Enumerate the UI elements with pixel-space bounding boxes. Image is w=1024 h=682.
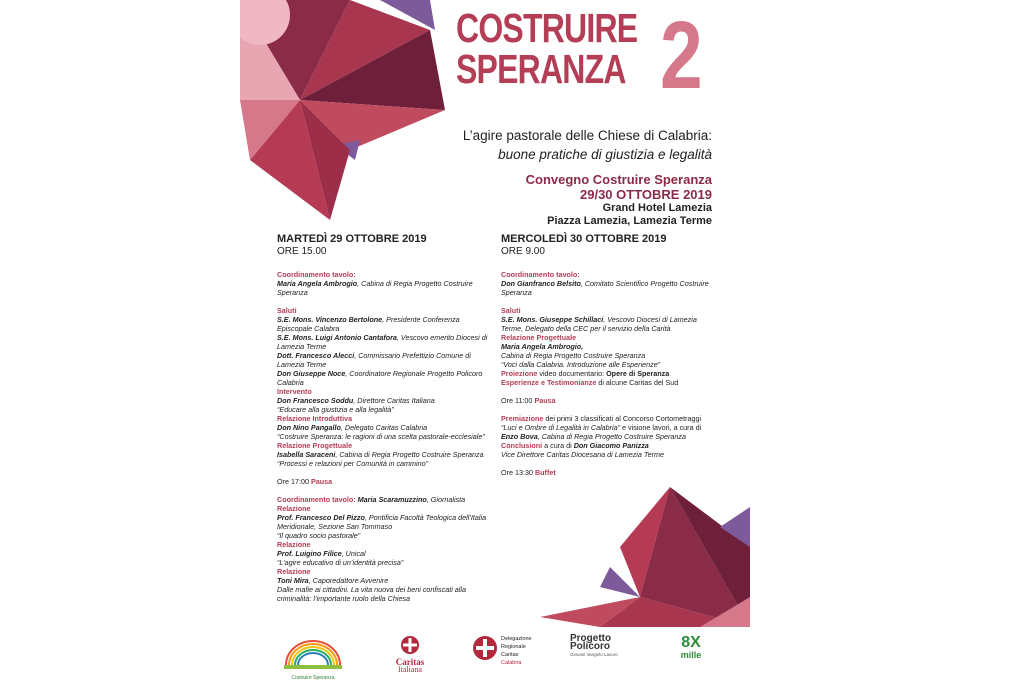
list-item: Toni Mira, Caporedattore Avvenire <box>277 576 389 585</box>
8xmille-logo <box>676 635 706 659</box>
talk-title: Dalle mafie ai cittadini. La vita nuova dei beni confiscati alla criminalità: l’importante ruolo della Chiesa <box>277 585 466 603</box>
list-item: Esperienze e Testimonianze di alcune Caritas del Sud <box>501 378 679 387</box>
talk-title: “Voci dalla Calabria. Introduzione alle Esperienze” <box>501 360 661 369</box>
subtitle-line-2: buone pratiche di giustizia e legalità <box>498 147 712 162</box>
poster <box>240 0 750 627</box>
logo-text: Caritas <box>501 652 519 658</box>
event-name: Convegno Costruire Speranza <box>525 172 712 187</box>
talk-title: “Processi e relazioni per Comunità in cammino” <box>277 459 428 468</box>
flower-decoration-bottom-right <box>540 487 750 627</box>
break-item: Ore 17:00 Pausa <box>277 477 333 486</box>
logo-text: 8X <box>681 634 701 651</box>
section-label: Relazione <box>277 504 311 513</box>
list-item: Don Giuseppe Noce, Coordinatore Regionale Progetto Policoro Calabria <box>277 369 483 387</box>
program-day-1 <box>277 233 492 603</box>
list-item: S.E. Mons. Vincenzo Bertolone, Presidente Conferenza Episcopale Calabra <box>277 315 460 333</box>
talk-title: “L’agire educativo di un’identità precisa” <box>277 558 404 567</box>
logo-text: Progetto <box>570 633 612 644</box>
section-label: Intervento <box>277 387 312 396</box>
speaker-role: Vice Direttore Caritas Diocesana di Lamezia Terme <box>501 450 664 459</box>
day-1-date: MARTEDÌ 29 OTTOBRE 2019 <box>277 233 427 245</box>
section-label: Relazione Progettuale <box>501 333 577 342</box>
section-label: Saluti <box>501 306 521 315</box>
list-item: Prof. Luigino Filice, Unical <box>277 549 366 558</box>
list-item: S.E. Mons. Luigi Antonio Cantafora, Vescovo emerito Diocesi di Lamezia Terme <box>277 333 488 351</box>
list-item: S.E. Mons. Giuseppe Schillaci, Vescovo Diocesi di Lamezia Terme, Delegato della CEC per il servizio della Carità <box>501 315 697 333</box>
section-label: Coordinamento tavolo: <box>277 270 356 279</box>
day-2-time: ORE 9.00 <box>501 246 545 257</box>
costruire-speranza-logo <box>278 635 348 682</box>
subtitle <box>463 126 712 164</box>
list-item: Coordinamento tavolo: Maria Scaramuzzino, Giornalista <box>277 495 466 504</box>
section-label: Coordinamento tavolo: <box>501 270 580 279</box>
venue-address: Piazza Lamezia, Lamezia Terme <box>547 215 712 227</box>
caritas-calabria-logo <box>472 635 542 667</box>
title-number: 2 <box>660 2 703 109</box>
caritas-cross-icon <box>472 635 498 661</box>
venue-name: Grand Hotel Lamezia <box>602 202 712 214</box>
logo-text: Policoro <box>570 641 611 652</box>
program-day-2 <box>501 233 716 477</box>
list-item: Don Nino Pangallo, Delegato Caritas Calabria <box>277 423 428 432</box>
list-item: Don Gianfranco Belsito, Comitato Scientifico Progetto Costruire Speranza <box>501 279 709 297</box>
section-label: Relazione <box>277 567 311 576</box>
caritas-italiana-logo <box>390 635 430 674</box>
section-label: Relazione Introduttiva <box>277 414 353 423</box>
logo-text: Caritas <box>395 657 425 667</box>
logo-text: Calabria <box>501 660 522 666</box>
list-item: Prof. Francesco Del Pizzo, Pontificia Facoltà Teologica dell’Italia Meridionale, Sezione San Tommaso <box>277 513 487 531</box>
list-item: Proiezione video documentario: Opere di Speranza <box>501 369 670 378</box>
list-item: Isabella Saraceni, Cabina di Regia Progetto Costruire Speranza <box>277 450 484 459</box>
break-item: Ore 13:30 Buffet <box>501 468 556 477</box>
logo-text: Regionale <box>501 644 526 650</box>
logo-text: mille <box>680 650 702 660</box>
list-item: Maria Angela Ambrogio, <box>501 342 584 351</box>
logo-text: Costruire Speranza <box>291 675 335 681</box>
section-label: Relazione Progettuale <box>277 441 353 450</box>
caritas-cross-icon <box>400 635 420 655</box>
section-label: Relazione <box>277 540 311 549</box>
event-info <box>526 172 712 228</box>
sponsor-logos <box>240 627 750 680</box>
break-item: Ore 11:00 Pausa <box>501 396 556 405</box>
logo-text: Giovani Vangelo Lavoro <box>570 652 618 657</box>
title-line-1: COSTRUIRE <box>456 5 638 51</box>
list-item: Dott. Francesco Alecci, Commissario Prefettizio Comune di Lamezia Terme <box>277 351 471 369</box>
subtitle-line-1: L’agire pastorale delle Chiese di Calabria: <box>462 128 712 143</box>
logo-text: Delegazione <box>501 636 532 642</box>
list-item: Premiazione dei primi 3 classificati al Concorso Cortometraggi “Luci e Ombre di Legalità in Calabria” e visione lavori, a cura di Enzo Bova, Cabina di Regia Progetto Costruire Speranza <box>501 414 702 441</box>
section-label: Saluti <box>277 306 297 315</box>
speaker-role: Cabina di Regia Progetto Costruire Speranza <box>501 351 646 360</box>
day-1-time: ORE 15.00 <box>277 246 327 257</box>
flower-decoration-top-left <box>240 0 450 225</box>
title-line-2: SPERANZA <box>456 46 626 92</box>
list-item: Maria Angela Ambrogio, Cabina di Regia Progetto Costruire Speranza <box>277 279 473 297</box>
list-item: Don Francesco Soddu, Direttore Caritas Italiana <box>277 396 435 405</box>
day-2-date: MERCOLEDÌ 30 OTTOBRE 2019 <box>501 233 667 245</box>
progetto-policoro-logo <box>570 635 640 659</box>
page-title <box>456 5 638 92</box>
list-item: Conclusioni a cura di Don Giacomo Panizza <box>501 441 649 450</box>
event-date: 29/30 OTTOBRE 2019 <box>580 187 712 202</box>
logo-text: Italiana <box>398 665 422 674</box>
talk-title: “Educare alla giustizia e alla legalità” <box>277 405 394 414</box>
talk-title: “Il quadro socio pastorale” <box>277 531 361 540</box>
talk-title: “Costruire Speranza: le ragioni di una scelta pastorale-ecclesiale” <box>277 432 485 441</box>
rainbow-icon <box>280 635 346 671</box>
